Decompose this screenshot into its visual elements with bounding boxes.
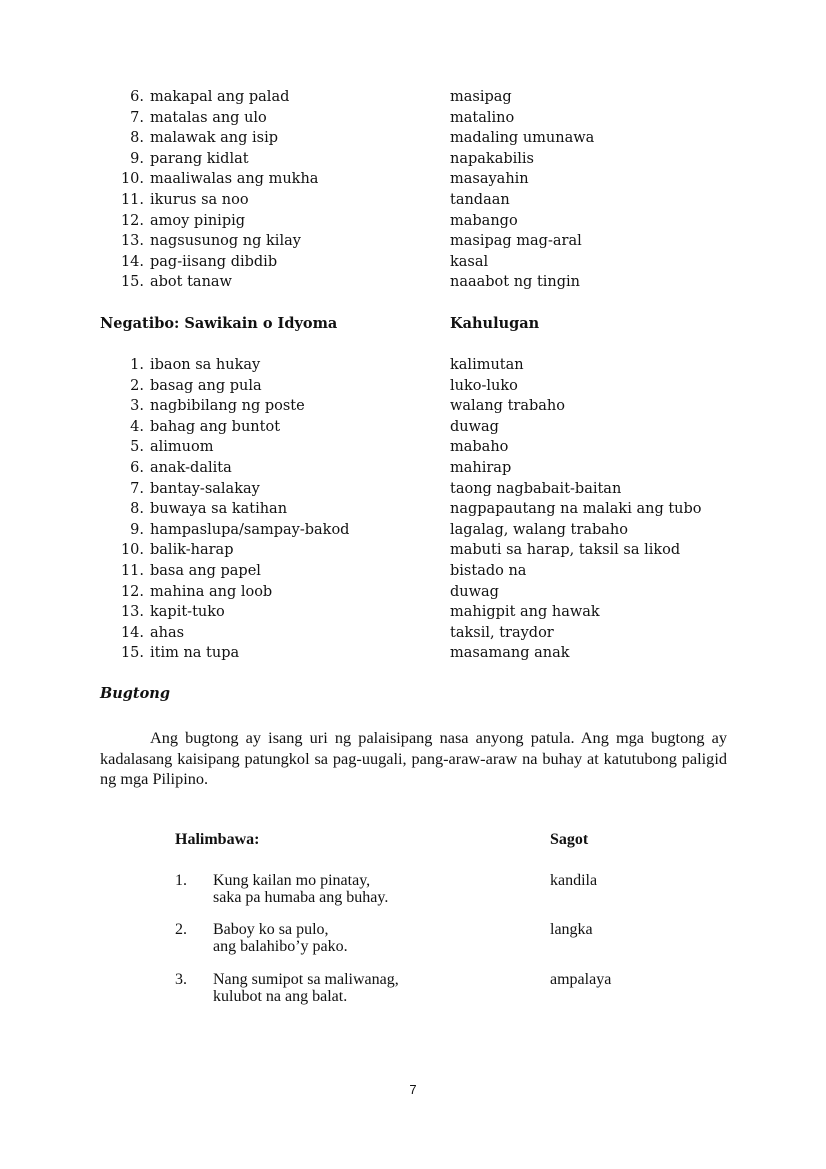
idiom-meaning: naaabot ng tingin — [450, 274, 581, 291]
idiom-term: parang kidlat — [150, 150, 249, 167]
item-number: 8. — [130, 501, 144, 518]
list-item — [0, 437, 826, 458]
item-number: 9. — [130, 521, 144, 538]
idiom-term: basag ang pula — [150, 377, 262, 394]
item-number: 11. — [120, 562, 144, 579]
idiom-term: abot tanaw — [150, 274, 232, 291]
idiom-meaning: tandaan — [450, 191, 510, 208]
list-item — [0, 169, 826, 190]
idiom-meaning: lagalag, walang trabaho — [450, 521, 628, 538]
idiom-meaning: taong nagbabait-baitan — [450, 480, 622, 497]
idiom-term: ahas — [150, 624, 185, 641]
item-number: 10. — [120, 542, 144, 559]
riddle-answer: langka — [550, 921, 593, 938]
idiom-meaning: masamang anak — [450, 645, 570, 662]
riddle-line: saka pa humaba ang buhay. — [213, 889, 389, 906]
list-item — [0, 231, 826, 252]
idiom-term: matalas ang ulo — [150, 109, 267, 126]
list-item — [0, 458, 826, 479]
riddle-answer: kandila — [550, 872, 598, 889]
idiom-term: hampaslupa/sampay-bakod — [150, 521, 350, 538]
positive-idiom-list — [0, 87, 826, 293]
list-item — [0, 128, 826, 149]
riddle-number: 1. — [175, 872, 187, 889]
idiom-term: anak-dalita — [150, 459, 232, 476]
list-item — [0, 211, 826, 232]
list-item — [0, 582, 826, 603]
list-item — [0, 396, 826, 417]
idiom-term: basa ang papel — [150, 562, 261, 579]
idiom-term: maaliwalas ang mukha — [150, 171, 319, 188]
idiom-meaning: kalimutan — [450, 357, 524, 373]
idiom-meaning: mahirap — [450, 459, 512, 476]
item-number: 12. — [120, 212, 144, 229]
negative-idioms-heading: Negatibo: Sawikain o Idyoma — [100, 315, 338, 332]
list-item — [0, 355, 826, 376]
riddle-line: ang balahibo’y pako. — [213, 938, 348, 955]
list-item — [0, 520, 826, 541]
idiom-term: alimuom — [150, 439, 214, 456]
riddle-line: Baboy ko sa pulo, — [213, 921, 329, 938]
list-item — [0, 602, 826, 623]
idiom-term: pag-iisang dibdib — [150, 253, 278, 270]
list-item — [0, 479, 826, 500]
list-item — [0, 643, 826, 664]
idiom-meaning: mabaho — [450, 439, 509, 456]
idiom-meaning: taksil, traydor — [450, 624, 554, 641]
riddle-line: Kung kailan mo pinatay, — [213, 872, 371, 889]
item-number: 7. — [130, 480, 144, 497]
item-number: 10. — [120, 171, 144, 188]
idiom-term: nagbibilang ng poste — [150, 398, 305, 415]
item-number: 14. — [120, 624, 144, 641]
idiom-term: ibaon sa hukay — [150, 357, 261, 373]
item-number: 15. — [120, 274, 144, 291]
item-number: 12. — [120, 583, 144, 600]
list-item — [0, 252, 826, 273]
idiom-meaning: duwag — [450, 418, 499, 435]
idiom-meaning: napakabilis — [450, 150, 534, 167]
idiom-term: bantay-salakay — [150, 480, 260, 497]
item-number: 13. — [120, 604, 144, 621]
item-number: 7. — [130, 109, 144, 126]
list-item — [0, 149, 826, 170]
answer-heading: Sagot — [550, 831, 589, 848]
idiom-term: mahina ang loob — [150, 583, 273, 600]
negative-idiom-list — [0, 355, 826, 664]
idiom-term: ikurus sa noo — [150, 191, 249, 208]
list-item — [0, 108, 826, 129]
item-number: 13. — [120, 233, 144, 250]
idiom-meaning: luko-luko — [450, 377, 518, 394]
item-number: 3. — [130, 398, 144, 415]
idiom-term: balik-harap — [150, 542, 234, 559]
riddle-answer: ampalaya — [550, 971, 612, 988]
idiom-term: itim na tupa — [150, 645, 240, 662]
item-number: 1. — [130, 357, 144, 373]
item-number: 8. — [130, 130, 144, 147]
item-number: 6. — [130, 89, 144, 105]
item-number: 5. — [130, 439, 144, 456]
idiom-meaning: masipag — [450, 89, 512, 105]
idiom-term: kapit-tuko — [150, 604, 225, 621]
idiom-meaning: mabuti sa harap, taksil sa likod — [450, 542, 681, 559]
section-title-bugtong: Bugtong — [100, 685, 170, 702]
idiom-term: amoy pinipig — [150, 212, 246, 229]
idiom-meaning: bistado na — [450, 562, 527, 579]
idiom-meaning: walang trabaho — [450, 398, 565, 415]
idiom-meaning: kasal — [450, 253, 489, 270]
riddle-number: 3. — [175, 971, 187, 988]
list-item — [0, 87, 826, 108]
idiom-meaning: matalino — [450, 109, 515, 126]
bugtong-paragraph: Ang bugtong ay isang uri ng palaisipang nasa anyong patula. Ang mga bugtong ay kadalasang kaisipang patungkol sa pag-uugali, pang-araw-araw na buhay at katutubong paligid ng mga Pilipino. — [100, 728, 727, 789]
idiom-term: makapal ang palad — [150, 89, 290, 105]
item-number: 9. — [130, 150, 144, 167]
list-item — [0, 561, 826, 582]
riddle-number: 2. — [175, 921, 187, 938]
riddle-line: Nang sumipot sa maliwanag, — [213, 971, 399, 988]
item-number: 4. — [130, 418, 144, 435]
list-item — [0, 499, 826, 520]
idiom-meaning: nagpapautang na malaki ang tubo — [450, 501, 702, 518]
item-number: 2. — [130, 377, 144, 394]
idiom-meaning: masayahin — [450, 171, 529, 188]
idiom-term: malawak ang isip — [150, 130, 279, 147]
page-number: 7 — [409, 1082, 417, 1097]
item-number: 14. — [120, 253, 144, 270]
idiom-term: buwaya sa katihan — [150, 501, 288, 518]
riddle-line: kulubot na ang balat. — [213, 988, 348, 1005]
list-item — [0, 190, 826, 211]
item-number: 6. — [130, 459, 144, 476]
list-item — [0, 417, 826, 438]
item-number: 15. — [120, 645, 144, 662]
idiom-meaning: mahigpit ang hawak — [450, 604, 600, 621]
list-item — [0, 272, 826, 293]
idiom-term: bahag ang buntot — [150, 418, 281, 435]
example-heading: Halimbawa: — [175, 831, 260, 848]
item-number: 11. — [120, 191, 144, 208]
idiom-meaning: mabango — [450, 212, 518, 229]
idiom-term: nagsusunog ng kilay — [150, 233, 301, 250]
list-item — [0, 376, 826, 397]
idiom-meaning: duwag — [450, 583, 499, 600]
meaning-heading: Kahulugan — [450, 315, 540, 332]
list-item — [0, 540, 826, 561]
list-item — [0, 623, 826, 644]
idiom-meaning: madaling umunawa — [450, 130, 595, 147]
idiom-meaning: masipag mag-aral — [450, 233, 582, 250]
